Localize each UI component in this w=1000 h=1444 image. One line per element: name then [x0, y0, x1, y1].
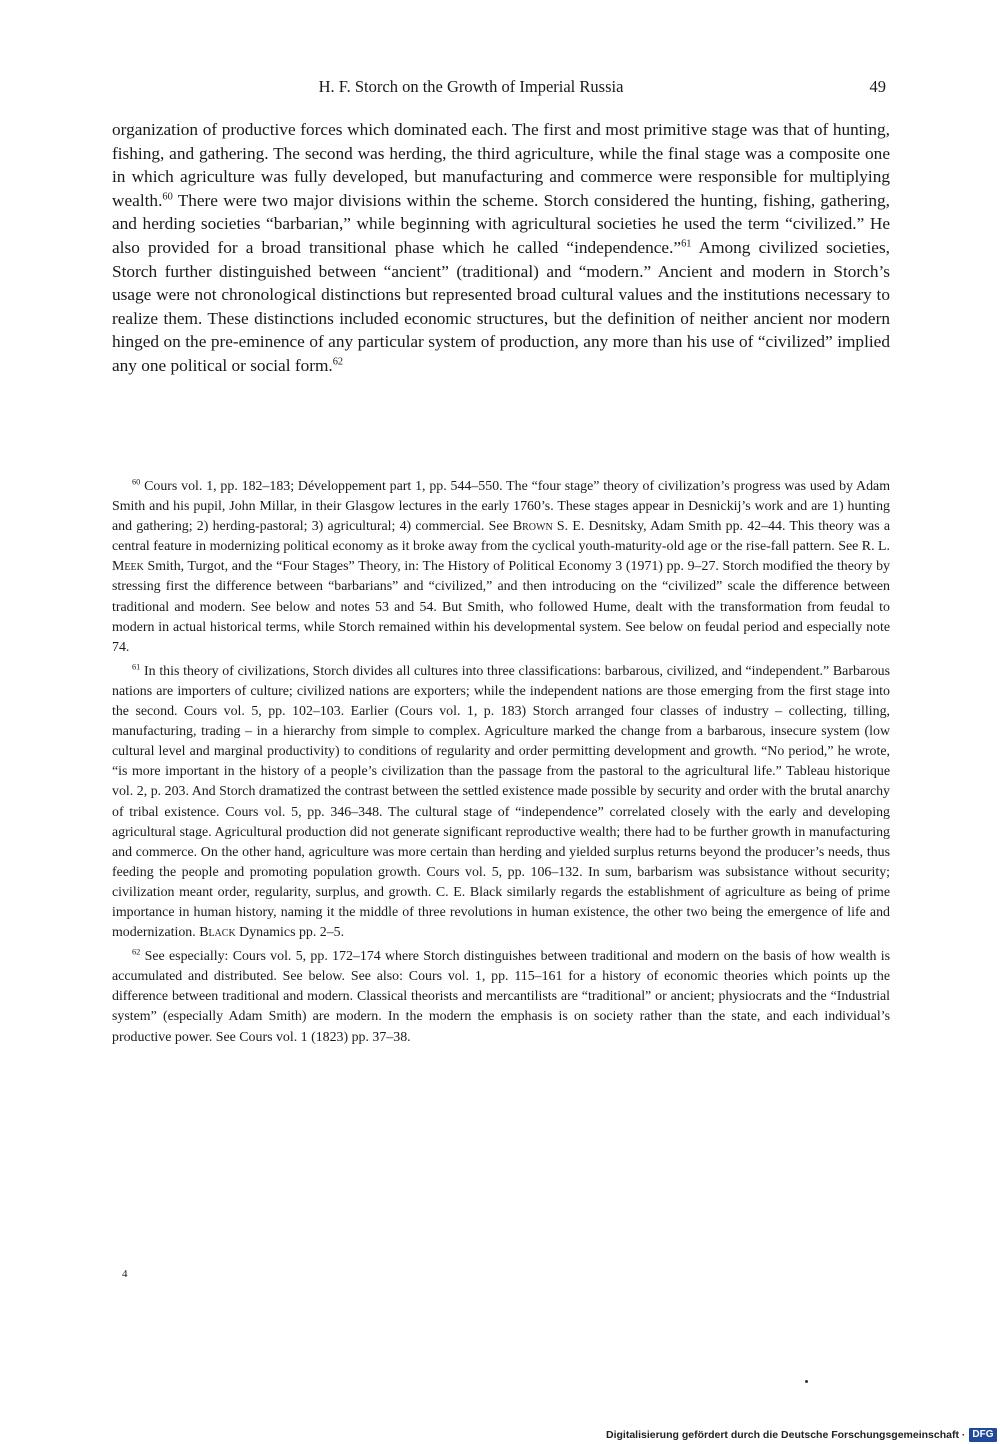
footnote-60-author-brown: Brown	[512, 519, 553, 535]
body-paragraph	[112, 118, 890, 378]
footnote-61-text-b: Dynamics pp. 2–5.	[235, 925, 345, 941]
footnote-ref-61: 61	[681, 238, 692, 250]
footnote-mark-61: 61	[132, 662, 141, 672]
footnote-61-text-a: In this theory of civilizations, Storch divides all cultures into three classifications: barbarous, civilized, and “independent.” Barbarous nations are importers of culture; civilized nations are exporters; while the independent nations are those emerging from the first stage into the second. Cours vol. 5, pp. 102–103. Earlier (Cours vol. 1, p. 183) Storch arranged four classes of industry – collecting, tilling, manufacturing, trading – in a hierarchy from simple to complex. Agriculture marked the change from a barbarous, insecure system (low cultural level and marginal productivity) to conditions of regularity and order permitting development and growth. “No period,” he wrote, “is more important in the history of a people’s civilization than the passage from the pastoral to the agricultural life.” Tableau historique vol. 2, p. 203. And Storch dramatized the contrast between the settled existence made possible by security and order with the brutal anarchy of tribal existence. Cours vol. 5, pp. 346–348. The cultural stage of “independence” correlated closely with the early and developing agricultural stage. Agricultural production did not generate significant reproductive wealth; there had to be further growth in manufacturing and commerce. On the other hand, agriculture was more certain than herding and yielded surplus returns beyond the producer’s needs, thus feeding the people and promoting population growth. Cours vol. 5, pp. 106–132. In sum, barbarism was subsistance without security; civilization meant order, regularity, surplus, and growth. C. E. Black similarly regards the establishment of agriculture as being of prime importance in human history, naming it the middle of three revolutions in human existence, the other two being the emergence of life and modernization.	[112, 663, 890, 941]
footnote-ref-60: 60	[162, 191, 173, 203]
footnote-60	[112, 477, 890, 658]
funding-notice-text: Digitalisierung gefördert durch die Deutsche Forschungsgemeinschaft ·	[606, 1429, 966, 1441]
footnote-62-text-a: See especially: Cours vol. 5, pp. 172–174 where Storch distinguishes between traditional and modern on the basis of how wealth is accumulated and distributed. See below. See also: Cours vol. 1, pp. 115–161 for a history of economic theories which points up the difference between traditional and modern. Classical theorists and mercantilists are “traditional” or ancient; physiocrats and the “Industrial system” (especially Adam Smith) are modern. In the modern the emphasis is on society rather than the state, and each individual’s productive power. See Cours vol. 1 (1823) pp. 37–38.	[112, 949, 890, 1045]
body-text	[112, 118, 890, 378]
funding-notice	[606, 1426, 1000, 1444]
page-number: 49	[869, 77, 886, 96]
footnote-61-author-black: Black	[199, 925, 236, 941]
footnote-60-author-meek: Meek	[112, 559, 144, 575]
signature-mark: 4	[122, 1268, 128, 1280]
body-text-part-b: There were two major divisions within the scheme. Storch considered the hunting, fishing, gathering, and herding societies “barbarian,” while beginning with agricultural societies he used the term “civilized.” He also provided for a broad transitional phase which he called “independence.”	[112, 190, 890, 257]
footnote-61	[112, 662, 890, 943]
footnote-60-text-b: S. E. Desnitsky, Adam Smith pp. 42–44. This theory was a central feature in modernizing political economy as it broke away from the cyclical youth-maturity-old age or the rise-fall pattern. See R. L.	[112, 519, 890, 555]
running-title: H. F. Storch on the Growth of Imperial Russia	[318, 77, 624, 96]
scan-speck	[805, 1380, 808, 1383]
footnote-mark-60: 60	[132, 477, 141, 487]
footnote-60-text-c: Smith, Turgot, and the “Four Stages” Theory, in: The History of Political Economy 3 (1971) pp. 9–27. Storch modified the theory by stressing first the difference between “barbarians” and “civilized,” and then introducing on the “civilized” scale the difference between traditional and modern. See below and notes 53 and 54. But Smith, who followed Hume, dealt with the transformation from feudal to modern in actual historical terms, while Storch remained within his developmental system. See below on feudal period and especially note 74.	[112, 559, 890, 655]
body-text-part-c: Among civilized societies, Storch further distinguished between “ancient” (traditional) and “modern.” Ancient and modern in Storch’s usage were not chronological distinctions but represented broad cultural values and the institutions necessary to realize them. These distinctions included economic structures, but the definition of neither ancient nor modern hinged on the pre-eminence of any particular system of production, any more than his use of “civilized” implied any one political or social form.	[112, 237, 890, 375]
dfg-logo-icon: DFG	[969, 1428, 996, 1442]
footnotes	[112, 477, 890, 1052]
footnote-62	[112, 947, 890, 1047]
footnote-60-text-a: Cours vol. 1, pp. 182–183; Développement part 1, pp. 544–550. The “four stage” theory of civilization’s progress was used by Adam Smith and his pupil, John Millar, in their Glasgow lectures in the early 1760’s. These stages appear in Desnickij’s work and are 1) hunting and gathering; 2) herding-pastoral; 3) agricultural; 4) commercial. See	[112, 479, 890, 535]
footnote-mark-62: 62	[132, 947, 141, 957]
body-text-part-a: organization of productive forces which dominated each. The first and most primitive stage was that of hunting, fishing, and gathering. The second was herding, the third agriculture, while the final stage was a composite one in which agriculture was fully developed, but manufacturing and commerce were responsible for multiplying wealth.	[112, 120, 890, 210]
footnote-ref-62: 62	[332, 356, 344, 368]
running-header	[116, 74, 886, 100]
